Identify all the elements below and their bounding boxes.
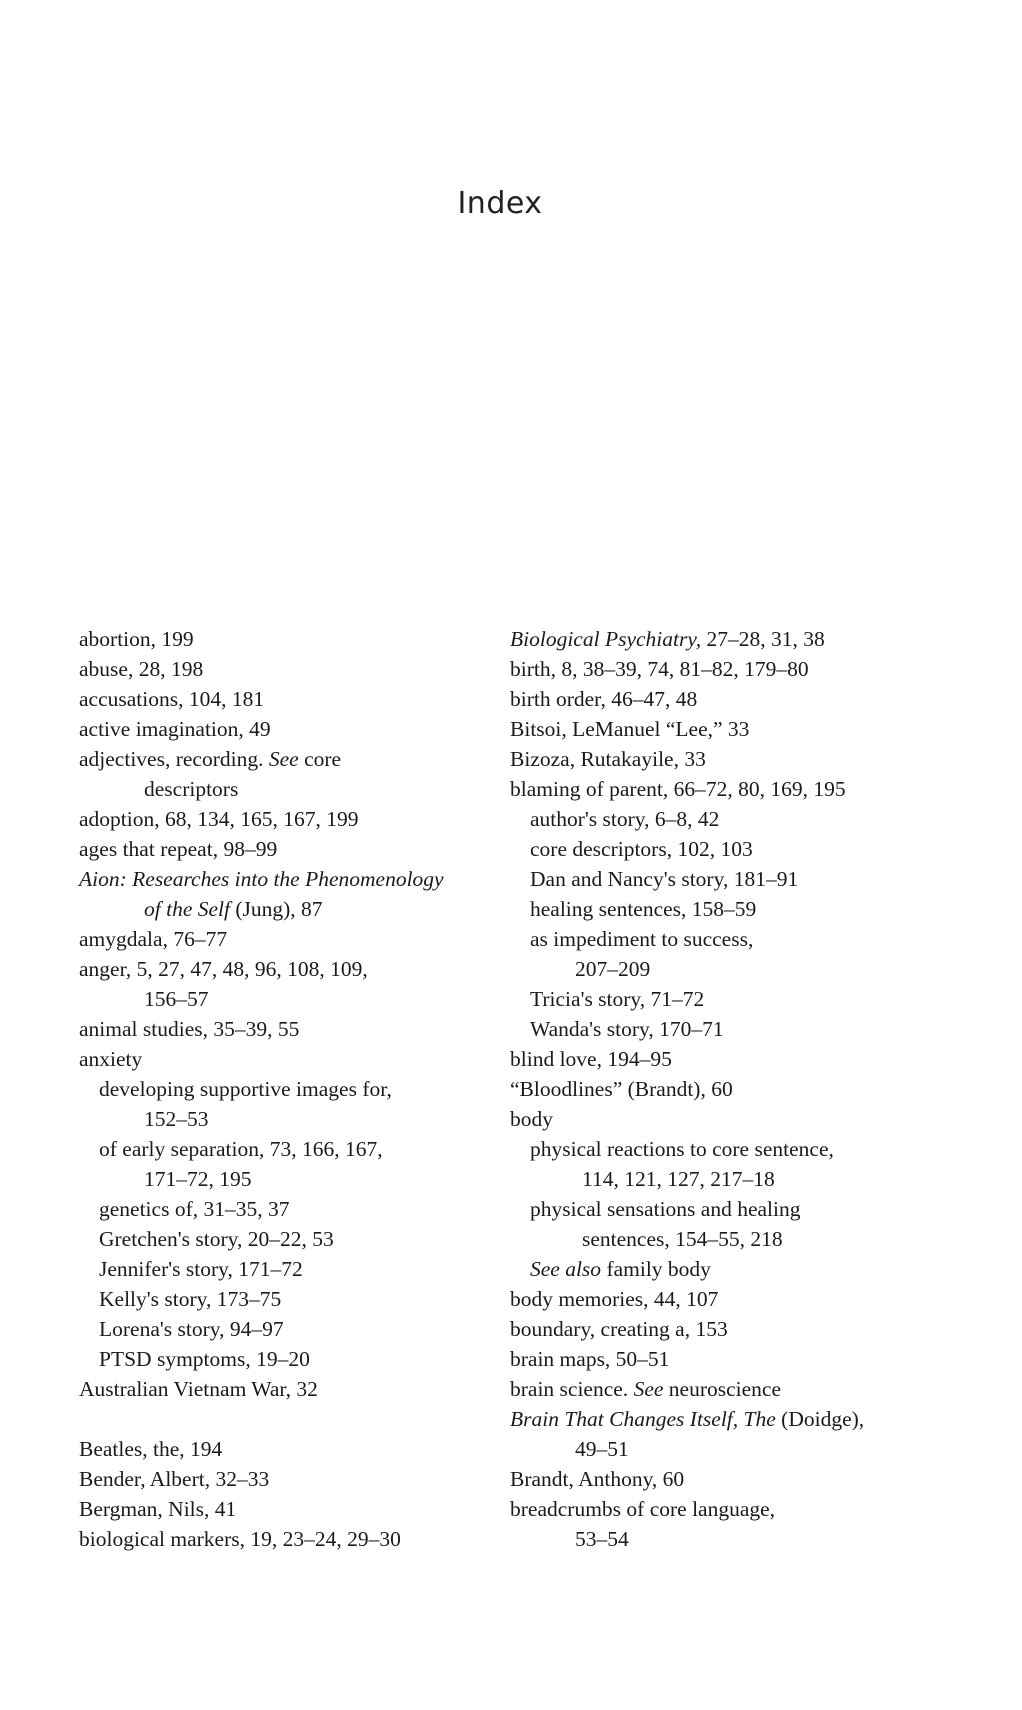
- index-entry-continuation: 156–57: [144, 987, 209, 1011]
- index-subentry: core descriptors, 102, 103: [530, 837, 753, 861]
- index-entry-continuation: 114, 121, 127, 217–18: [582, 1167, 775, 1191]
- index-entry: [510, 1404, 910, 1434]
- index-subentry: developing supportive images for,: [99, 1077, 392, 1101]
- index-subentry: [510, 1254, 910, 1284]
- index-entry-continuation: 207–209: [575, 957, 651, 981]
- entry-text: 27–28, 31, 38: [701, 627, 825, 651]
- index-entry: “Bloodlines” (Brandt), 60: [510, 1077, 733, 1101]
- see-reference: See: [268, 747, 299, 771]
- index-entry: accusations, 104, 181: [79, 687, 265, 711]
- index-entry: animal studies, 35–39, 55: [79, 1017, 300, 1041]
- see-reference: See: [633, 1377, 664, 1401]
- index-entry: biological markers, 19, 23–24, 29–30: [79, 1527, 401, 1551]
- index-subentry: Lorena's story, 94–97: [99, 1317, 284, 1341]
- index-subentry: physical reactions to core sentence,: [530, 1137, 834, 1161]
- entry-text: (Doidge),: [775, 1407, 865, 1431]
- index-entry: abortion, 199: [79, 627, 194, 651]
- section-gap: [79, 1404, 499, 1434]
- index-column-right: [510, 624, 910, 1554]
- index-entry: Bitsoi, LeManuel “Lee,” 33: [510, 717, 750, 741]
- index-entry: boundary, creating a, 153: [510, 1317, 728, 1341]
- index-subentry: healing sentences, 158–59: [530, 897, 757, 921]
- index-entry-continuation: sentences, 154–55, 218: [582, 1227, 783, 1251]
- index-entry: Beatles, the, 194: [79, 1437, 223, 1461]
- index-entry: active imagination, 49: [79, 717, 271, 741]
- index-entry: [79, 744, 499, 774]
- index-subentry: Kelly's story, 173–75: [99, 1287, 282, 1311]
- entry-text: family body: [601, 1257, 711, 1281]
- entry-text: adjectives, recording.: [79, 747, 269, 771]
- index-entry: anger, 5, 27, 47, 48, 96, 108, 109,: [79, 957, 368, 981]
- index-entry: birth, 8, 38–39, 74, 81–82, 179–80: [510, 657, 809, 681]
- index-entry: breadcrumbs of core language,: [510, 1497, 776, 1521]
- index-entry-continuation: [79, 894, 499, 924]
- see-reference: See also: [530, 1257, 602, 1281]
- index-subentry: Gretchen's story, 20–22, 53: [99, 1227, 334, 1251]
- index-entry: Australian Vietnam War, 32: [79, 1377, 318, 1401]
- index-entry: body memories, 44, 107: [510, 1287, 719, 1311]
- index-subentry: Tricia's story, 71–72: [530, 987, 705, 1011]
- index-entry: Bender, Albert, 32–33: [79, 1467, 270, 1491]
- index-entry: abuse, 28, 198: [79, 657, 204, 681]
- entry-text: brain science.: [510, 1377, 634, 1401]
- entry-title-text: Brain That Changes Itself, The: [510, 1407, 776, 1431]
- index-entry-continuation: 152–53: [144, 1107, 209, 1131]
- index-entry-continuation: descriptors: [144, 777, 239, 801]
- index-entry: anxiety: [79, 1047, 143, 1071]
- index-subentry: Dan and Nancy's story, 181–91: [530, 867, 799, 891]
- index-entry: [510, 624, 910, 654]
- index-entry: birth order, 46–47, 48: [510, 687, 698, 711]
- index-entry: ages that repeat, 98–99: [79, 837, 278, 861]
- index-entry-continuation: 49–51: [575, 1437, 629, 1461]
- entry-title-text: Biological Psychiatry,: [510, 627, 702, 651]
- index-subentry: of early separation, 73, 166, 167,: [99, 1137, 383, 1161]
- index-entry: body: [510, 1107, 553, 1131]
- entry-text: neuroscience: [663, 1377, 781, 1401]
- index-entry-continuation: 53–54: [575, 1527, 629, 1551]
- index-subentry: Wanda's story, 170–71: [530, 1017, 724, 1041]
- index-column-left: [79, 624, 499, 1554]
- index-entry: Bergman, Nils, 41: [79, 1497, 237, 1521]
- index-subentry: author's story, 6–8, 42: [530, 807, 720, 831]
- index-subentry: physical sensations and healing: [530, 1197, 801, 1221]
- index-subentry: Jennifer's story, 171–72: [99, 1257, 303, 1281]
- index-subentry: as impediment to success,: [530, 927, 754, 951]
- index-entry: amygdala, 76–77: [79, 927, 228, 951]
- index-entry: adoption, 68, 134, 165, 167, 199: [79, 807, 359, 831]
- page-title: Index: [457, 186, 543, 221]
- index-entry-continuation: 171–72, 195: [144, 1167, 252, 1191]
- index-entry: brain maps, 50–51: [510, 1347, 670, 1371]
- index-entry: [510, 1374, 910, 1404]
- index-entry: blind love, 194–95: [510, 1047, 672, 1071]
- entry-text: (Jung), 87: [229, 897, 323, 921]
- index-entry: Brandt, Anthony, 60: [510, 1467, 685, 1491]
- index-entry: Bizoza, Rutakayile, 33: [510, 747, 706, 771]
- entry-title-text: of the Self: [144, 897, 230, 921]
- index-subentry: genetics of, 31–35, 37: [99, 1197, 290, 1221]
- entry-text: core: [298, 747, 342, 771]
- index-entry: blaming of parent, 66–72, 80, 169, 195: [510, 777, 846, 801]
- index-subentry: PTSD symptoms, 19–20: [99, 1347, 310, 1371]
- index-entry-title: Aion: Researches into the Phenomenology: [79, 867, 444, 891]
